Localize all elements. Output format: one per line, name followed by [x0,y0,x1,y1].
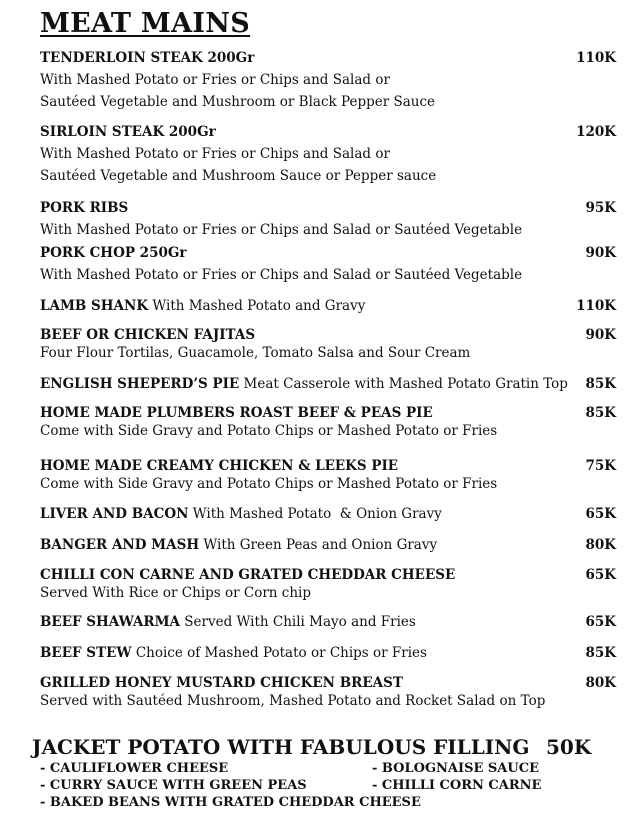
menu-item-liver-bacon [40,503,616,525]
item-name: LIVER AND BACON [40,506,189,522]
jacket-potato-title: JACKET POTATO WITH FABULOUS FILLING [32,735,530,759]
section-heading: MEAT MAINS [40,8,251,39]
filling-item: - CAULIFLOWER CHEESE [40,761,229,776]
filling-item: - CURRY SAUCE WITH GREEN PEAS [40,778,307,793]
menu-item-beef-shawarma [40,611,616,633]
item-name: HOME MADE CREAMY CHICKEN & LEEKS PIE [40,458,399,474]
item-name: CHILLI CON CARNE AND GRATED CHEDDAR CHEESE [40,567,456,583]
item-price: 65K [585,567,616,583]
item-price: 80K [585,675,616,691]
filling-item: - CHILLI CORN CARNE [372,778,542,793]
menu-item-chicken-leeks-pie [40,457,616,493]
menu-item-shepherds-pie [40,373,616,395]
item-description: Served with Sautéed Mushroom, Mashed Potato and Rocket Salad on Top [40,693,546,709]
filling-item: - BOLOGNAISE SAUCE [372,761,539,776]
item-description: Come with Side Gravy and Potato Chips or Mashed Potato or Fries [40,423,498,439]
item-description: With Mashed Potato & Onion Gravy [188,506,442,522]
item-name: BEEF OR CHICKEN FAJITAS [40,327,256,343]
item-description: Choice of Mashed Potato or Chips or Fries [131,645,427,661]
menu-item-banger-mash [40,534,616,556]
item-description: Served With Rice or Chips or Corn chip [40,585,311,601]
item-name: PORK CHOP 250Gr [40,245,187,261]
item-description: Served With Chili Mayo and Fries [180,614,416,630]
menu-item-pork-chop [40,242,616,286]
item-description: With Mashed Potato and Gravy [148,298,366,314]
item-name: TENDERLOIN STEAK 200Gr [40,50,255,66]
item-name: ENGLISH SHEPERD’S PIE [40,376,240,392]
item-price: 85K [585,376,616,392]
item-price: 65K [585,506,616,522]
item-price: 110K [576,298,616,314]
item-name: SIRLOIN STEAK 200Gr [40,124,216,140]
item-price: 80K [585,537,616,553]
item-name: HOME MADE PLUMBERS ROAST BEEF & PEAS PIE [40,405,433,421]
menu-item-pork-ribs [40,197,616,241]
item-price: 65K [585,614,616,630]
item-name: BANGER AND MASH [40,537,200,553]
item-description: Come with Side Gravy and Potato Chips or Mashed Potato or Fries [40,476,498,492]
menu-item-tenderloin-steak [40,47,616,113]
item-price: 85K [585,645,616,661]
menu-item-fajitas [40,326,616,362]
item-price: 85K [585,405,616,421]
item-name: BEEF SHAWARMA [40,614,180,630]
item-name: LAMB SHANK [40,298,149,314]
item-name: GRILLED HONEY MUSTARD CHICKEN BREAST [40,675,403,691]
item-description: With Mashed Potato or Fries or Chips and Salad or Sautéed Vegetable [40,267,523,283]
item-description: With Mashed Potato or Fries or Chips and Salad or Sautéed Vegetable [40,222,523,238]
item-description: With Mashed Potato or Fries or Chips and Salad or [40,146,390,162]
item-description: With Mashed Potato or Fries or Chips and Salad or [40,72,390,88]
item-description: Meat Casserole with Mashed Potato Gratin Top [239,376,568,392]
menu-item-lamb-shank [40,295,616,317]
item-price: 95K [585,200,616,216]
item-name: BEEF STEW [40,645,132,661]
menu-item-honey-mustard-chicken [40,674,616,710]
item-description: Sautéed Vegetable and Mushroom or Black Pepper Sauce [40,94,436,110]
item-price: 90K [585,327,616,343]
menu-item-chilli-con-carne [40,566,616,602]
item-description: Four Flour Tortilas, Guacamole, Tomato Salsa and Sour Cream [40,345,471,361]
item-name: PORK RIBS [40,200,129,216]
item-price: 90K [585,245,616,261]
item-price: 110K [576,50,616,66]
item-description: With Green Peas and Onion Gravy [199,537,438,553]
filling-item: - BAKED BEANS WITH GRATED CHEDDAR CHEESE [40,795,421,810]
menu-item-sirloin-steak [40,121,616,187]
item-description: Sautéed Vegetable and Mushroom Sauce or Pepper sauce [40,168,437,184]
item-price: 120K [576,124,616,140]
jacket-potato-price: 50K [546,735,592,759]
menu-item-beef-stew [40,642,616,664]
item-price: 75K [585,458,616,474]
menu-item-roast-beef-pie [40,404,616,440]
